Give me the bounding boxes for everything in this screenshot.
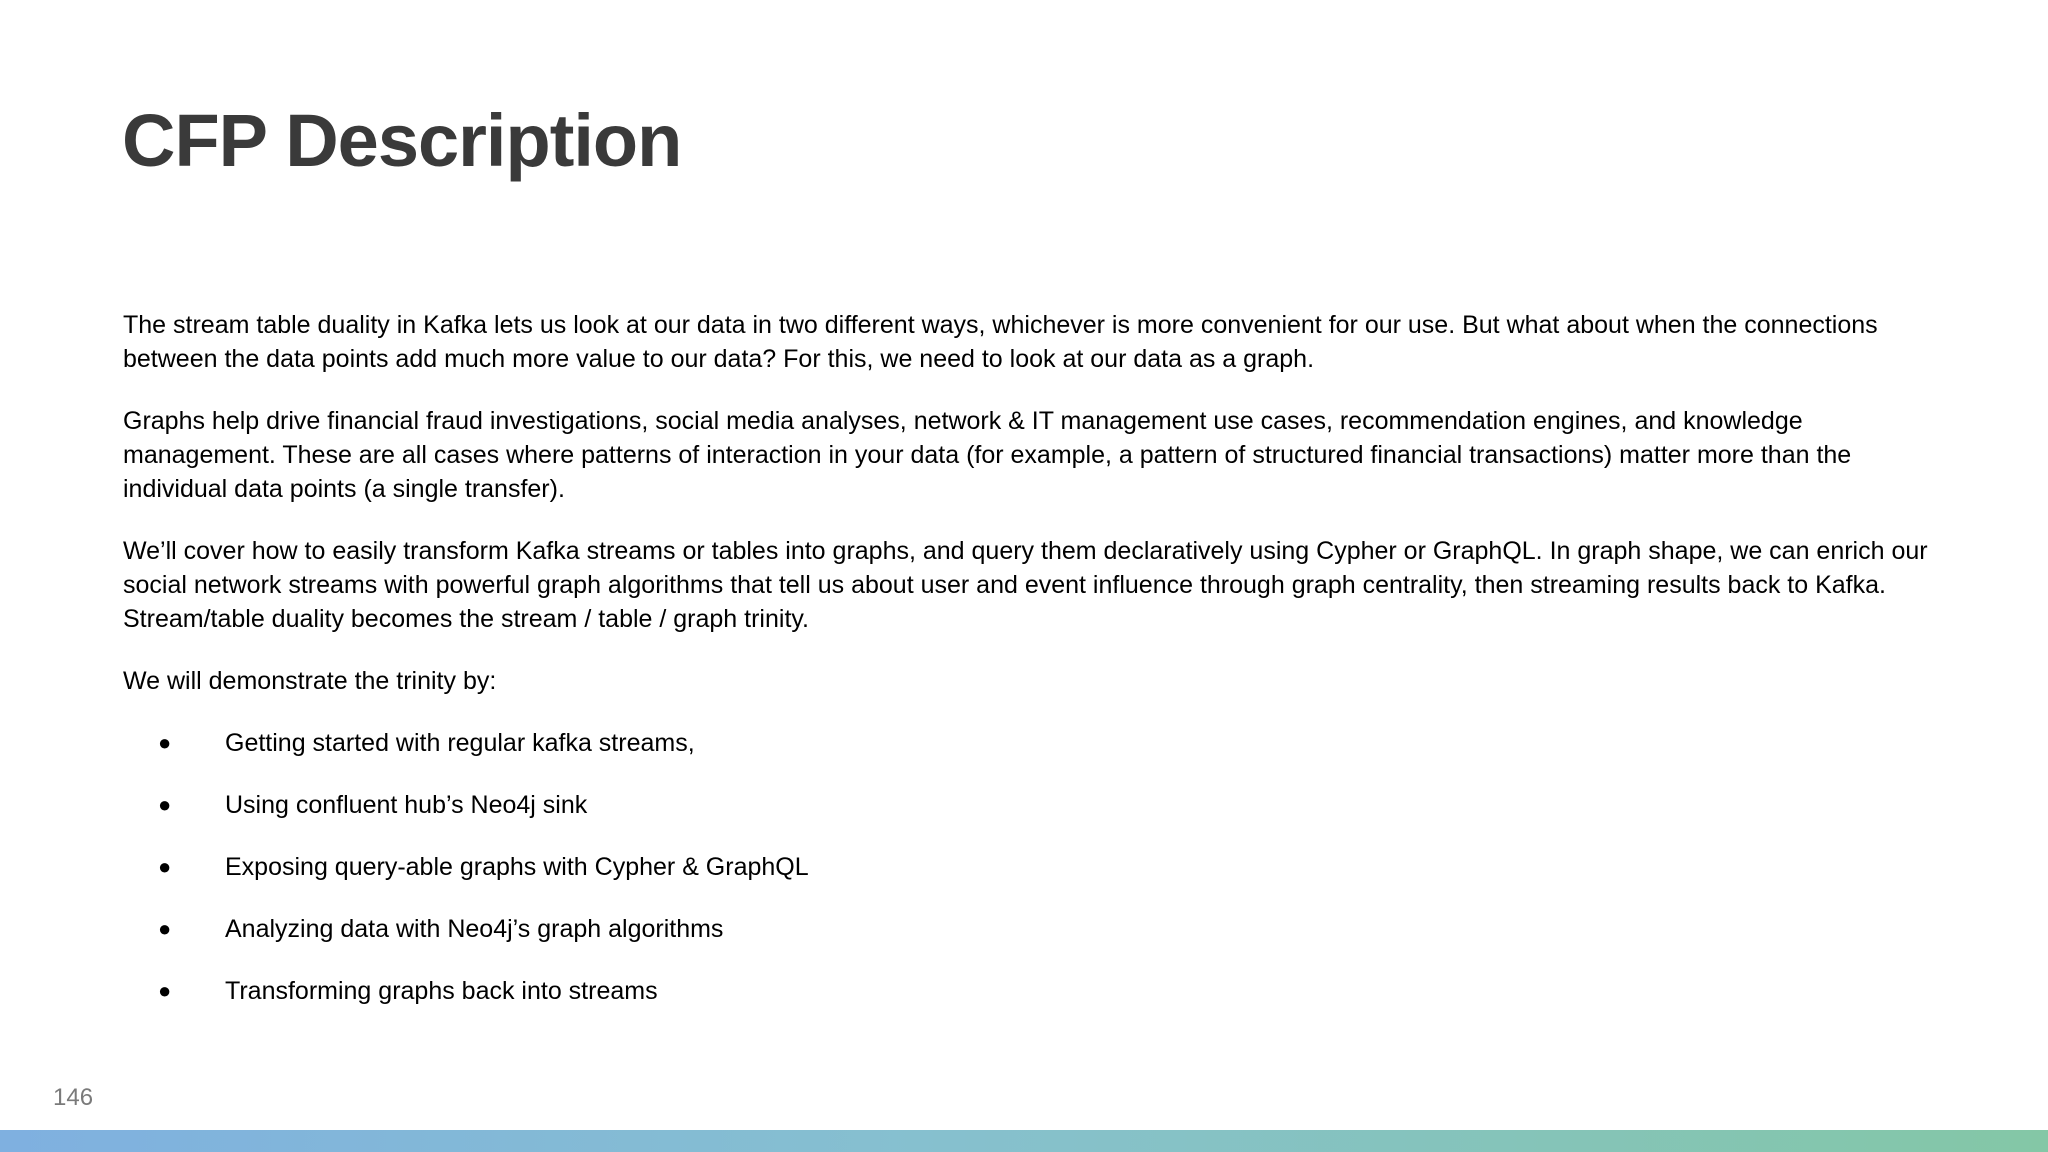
footer-gradient-bar xyxy=(0,1130,2048,1152)
bullet-icon: ● xyxy=(158,978,172,1003)
list-item xyxy=(123,850,1953,884)
list-item xyxy=(123,788,1953,822)
paragraph-coverage: We’ll cover how to easily transform Kafka streams or tables into graphs, and query them declaratively using Cypher or GraphQL. In graph shape, we can enrich our social network streams with powerful graph algorithms that tell us about user and event influence through graph centrality, then streaming results back to Kafka. Stream/table duality becomes the stream / table / graph trinity. xyxy=(123,537,1928,633)
bullet-icon: ● xyxy=(158,916,172,941)
bullet-text: Using confluent hub’s Neo4j sink xyxy=(225,791,588,819)
bullet-text: Exposing query-able graphs with Cypher & GraphQL xyxy=(225,853,809,881)
bullet-icon: ● xyxy=(158,730,172,755)
page-number: 146 xyxy=(53,1084,94,1111)
paragraph-use-cases: Graphs help drive financial fraud investigations, social media analyses, network & IT management use cases, recommendation engines, and knowledge management. These are all cases where patterns of interaction in your data (for example, a pattern of structured financial transactions) matter more than the individual data points (a single transfer). xyxy=(123,407,1852,503)
paragraph-intro: The stream table duality in Kafka lets us look at our data in two different ways, whichever is more convenient for our use. But what about when the connections between the data points add much more value to our data? For this, we need to look at our data as a graph. xyxy=(123,311,1878,373)
bullet-icon: ● xyxy=(158,854,172,879)
bullet-text: Analyzing data with Neo4j’s graph algorithms xyxy=(225,915,724,943)
paragraph-demo-intro: We will demonstrate the trinity by: xyxy=(123,667,497,695)
bullet-text: Transforming graphs back into streams xyxy=(225,977,658,1005)
bullet-icon: ● xyxy=(158,792,172,817)
slide-title: CFP Description xyxy=(122,99,682,182)
list-item xyxy=(123,726,1953,760)
list-item xyxy=(123,974,1953,1008)
list-item xyxy=(123,912,1953,946)
bullet-list xyxy=(123,726,1953,1008)
bullet-text: Getting started with regular kafka streams, xyxy=(225,729,695,757)
slide-body xyxy=(123,308,1953,1036)
